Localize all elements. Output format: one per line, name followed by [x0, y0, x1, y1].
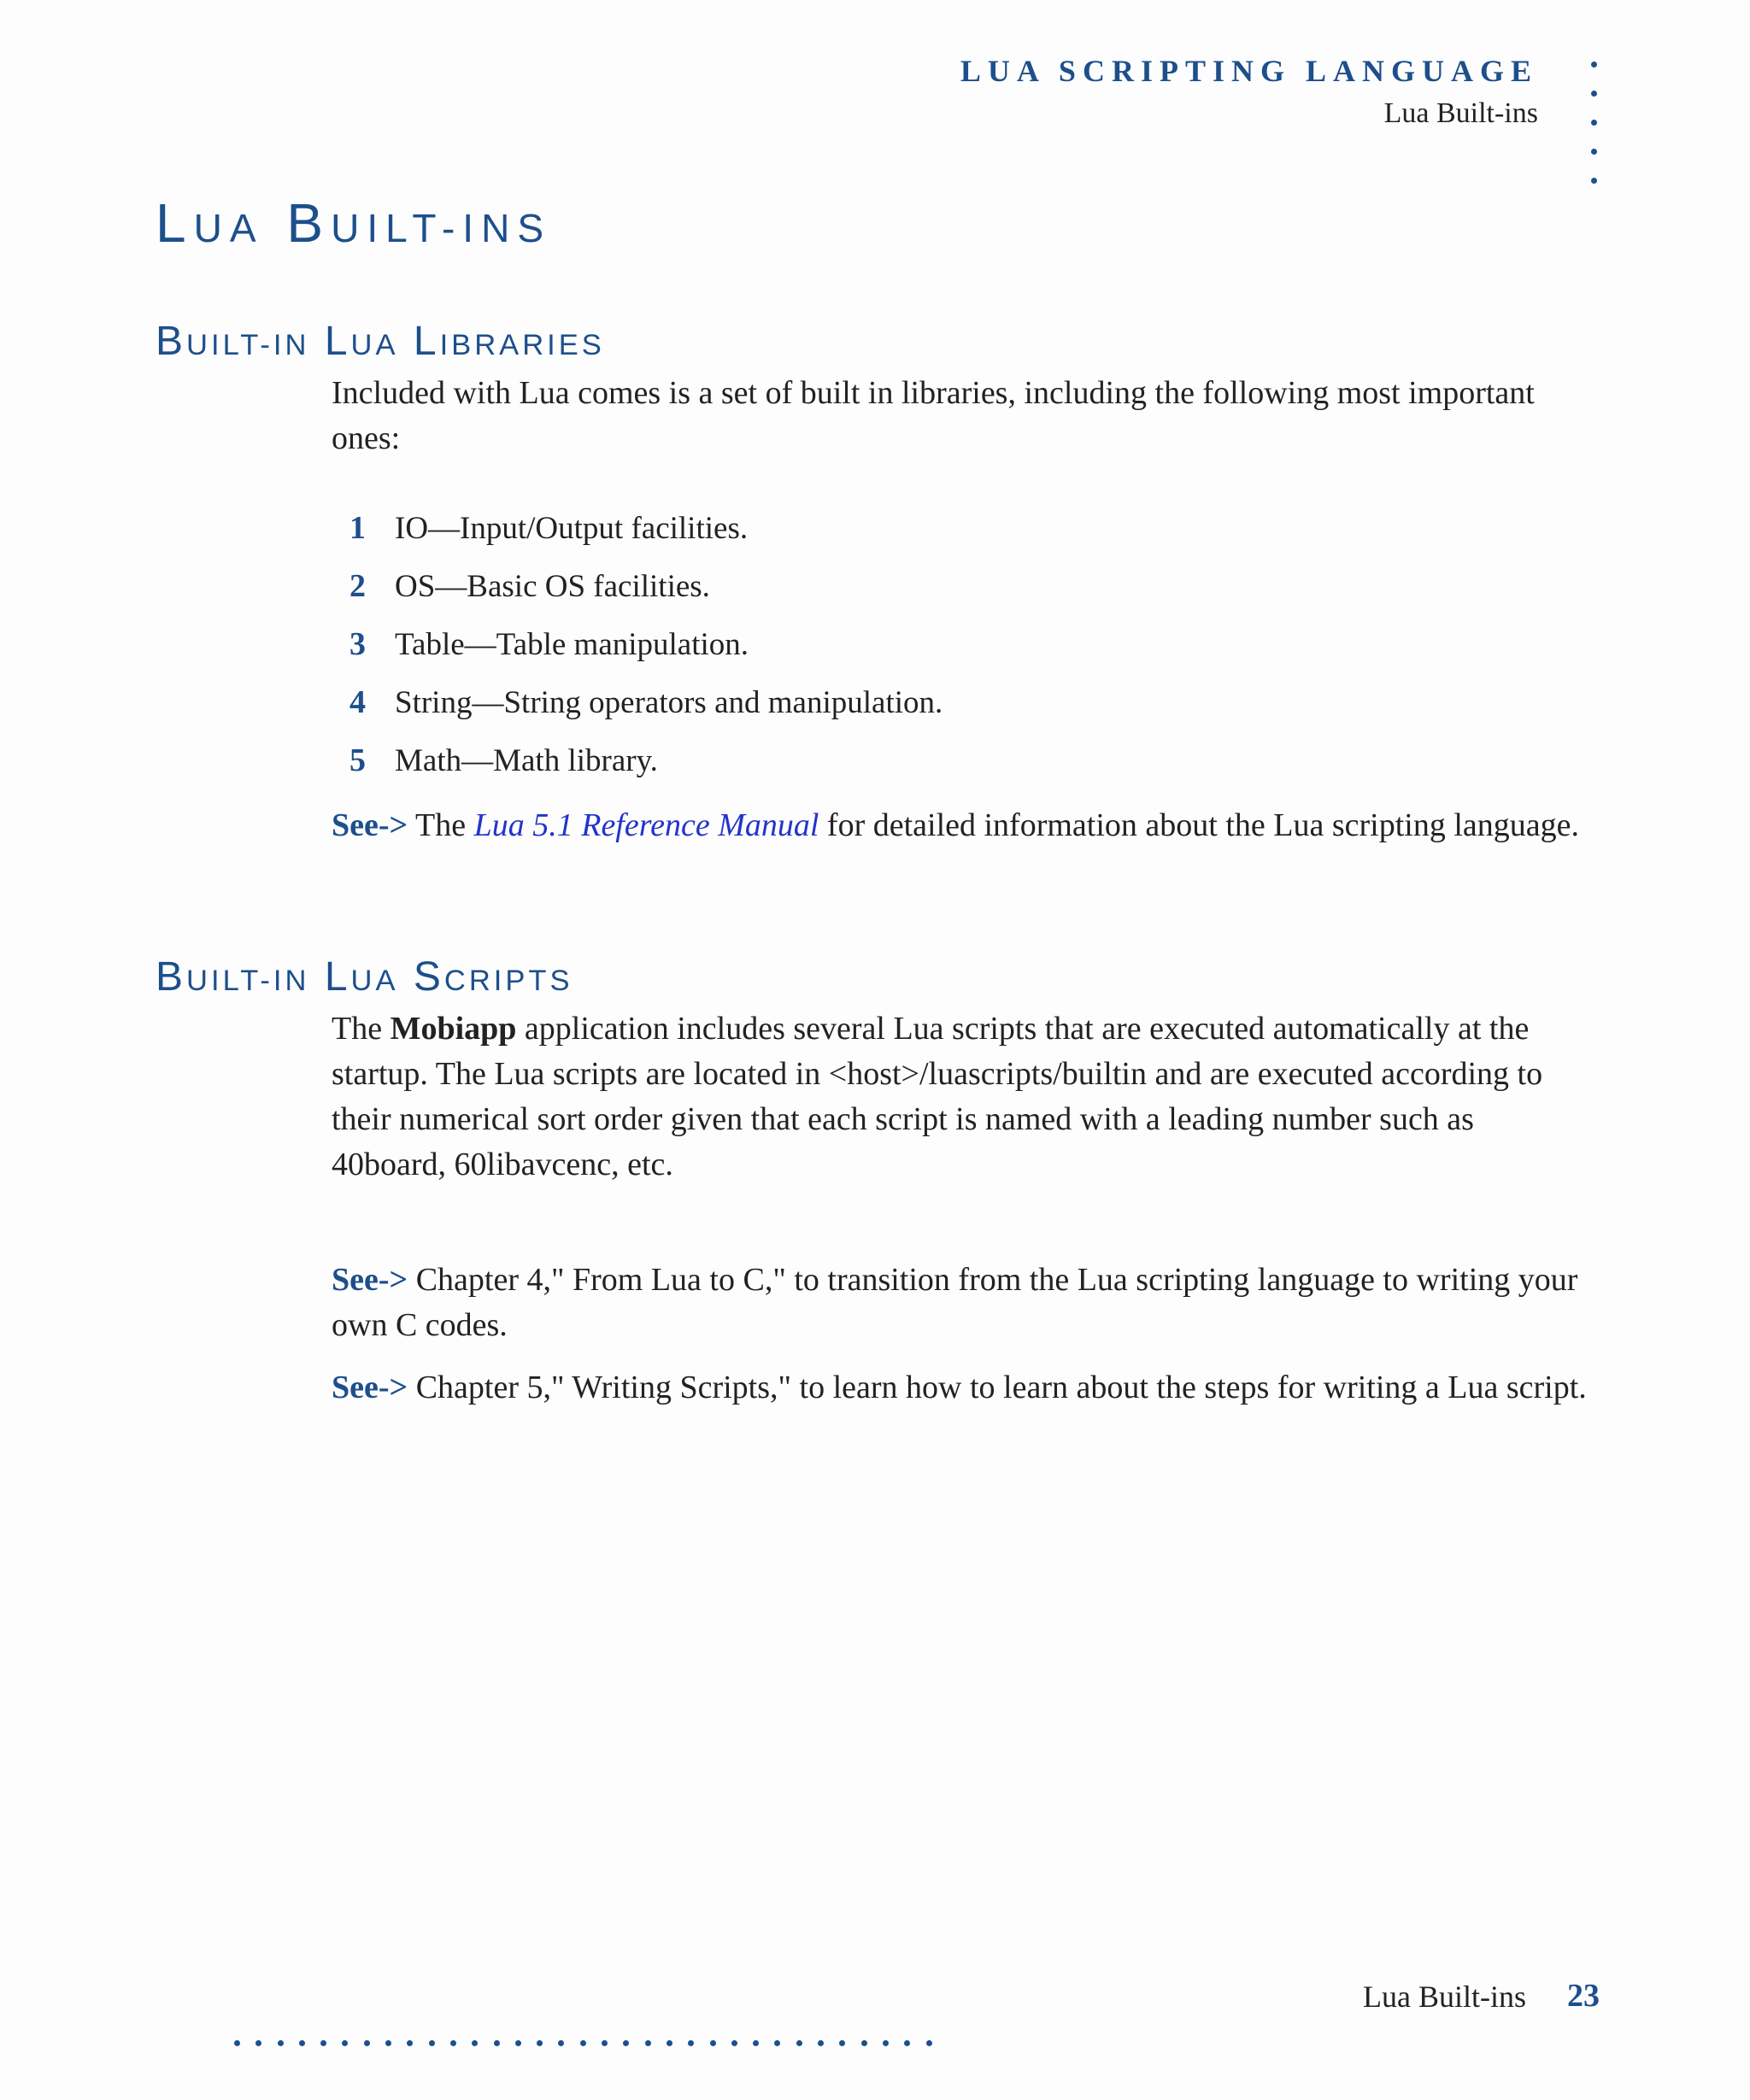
- dot: [234, 2040, 240, 2046]
- dot: [645, 2040, 651, 2046]
- running-header-chapter: LUA SCRIPTING LANGUAGE: [960, 54, 1538, 88]
- dot: [667, 2040, 672, 2046]
- dot: [904, 2040, 910, 2046]
- mobiapp-bold: Mobiapp: [390, 1011, 517, 1047]
- dot: [861, 2040, 867, 2046]
- dot: [558, 2040, 564, 2046]
- dot: [688, 2040, 694, 2046]
- list-item: 2 OS—Basic OS facilities.: [349, 568, 710, 604]
- dot: [255, 2040, 261, 2046]
- dot: [774, 2040, 780, 2046]
- dot: [580, 2040, 586, 2046]
- dot: [299, 2040, 305, 2046]
- dot: [926, 2040, 932, 2046]
- dot: [623, 2040, 629, 2046]
- dot: [385, 2040, 391, 2046]
- dot: [753, 2040, 759, 2046]
- dot: [602, 2040, 608, 2046]
- horizontal-dot-rule: [234, 2040, 948, 2046]
- list-item: 4 String—String operators and manipulation.: [349, 684, 943, 720]
- dot: [342, 2040, 348, 2046]
- see-label: See->: [332, 1262, 408, 1298]
- dot: [818, 2040, 824, 2046]
- dot: [883, 2040, 889, 2046]
- libraries-intro: Included with Lua comes is a set of built in libraries, including the following most important ones:: [332, 375, 1535, 456]
- dot: [320, 2040, 326, 2046]
- dot: [494, 2040, 500, 2046]
- dot: [429, 2040, 435, 2046]
- dot: [537, 2040, 543, 2046]
- list-item: 1 IO—Input/Output facilities.: [349, 510, 749, 546]
- dot: [515, 2040, 521, 2046]
- dot: [407, 2040, 413, 2046]
- section-heading-libraries: BUILT-IN LUA LIBRARIES: [156, 319, 605, 364]
- see-chapter-5: See-> Chapter 5," Writing Scripts," to learn how to learn about the steps for writing a Lua script.: [332, 1370, 1587, 1405]
- vertical-dot-rule: [1591, 62, 1597, 207]
- scripts-paragraph: The Mobiapp application includes several Lua scripts that are executed automatically at the startup. The Lua scripts are located in <host>/luascripts/builtin and are executed according to their numerical sort order given that each script is named with a leading number such as 40board, 60libavcenc, etc.: [332, 1011, 1543, 1182]
- dot: [710, 2040, 716, 2046]
- dot: [731, 2040, 737, 2046]
- see-label: See->: [332, 807, 408, 843]
- dot: [278, 2040, 284, 2046]
- dot: [472, 2040, 478, 2046]
- dot: [450, 2040, 456, 2046]
- list-item: 3 Table—Table manipulation.: [349, 626, 749, 662]
- section-heading-scripts: BUILT-IN LUA SCRIPTS: [156, 954, 573, 1000]
- page-title: LUA BUILT-INS: [156, 192, 552, 254]
- library-list: [332, 499, 1528, 789]
- reference-manual-link[interactable]: Lua 5.1 Reference Manual: [473, 807, 819, 843]
- dot: [839, 2040, 845, 2046]
- dot: [796, 2040, 802, 2046]
- see-label: See->: [332, 1370, 408, 1405]
- see-chapter-4: See-> Chapter 4," From Lua to C," to transition from the Lua scripting language to writing your own C codes.: [332, 1262, 1578, 1343]
- see-reference-manual: See-> The Lua 5.1 Reference Manual for detailed information about the Lua scripting language.: [332, 807, 1579, 843]
- running-header-section: Lua Built-ins: [1383, 97, 1538, 129]
- footer-section-title: Lua Built-ins: [1363, 1980, 1526, 2014]
- page-number: 23: [1567, 1978, 1600, 2014]
- dot: [364, 2040, 370, 2046]
- list-item: 5 Math—Math library.: [349, 742, 658, 778]
